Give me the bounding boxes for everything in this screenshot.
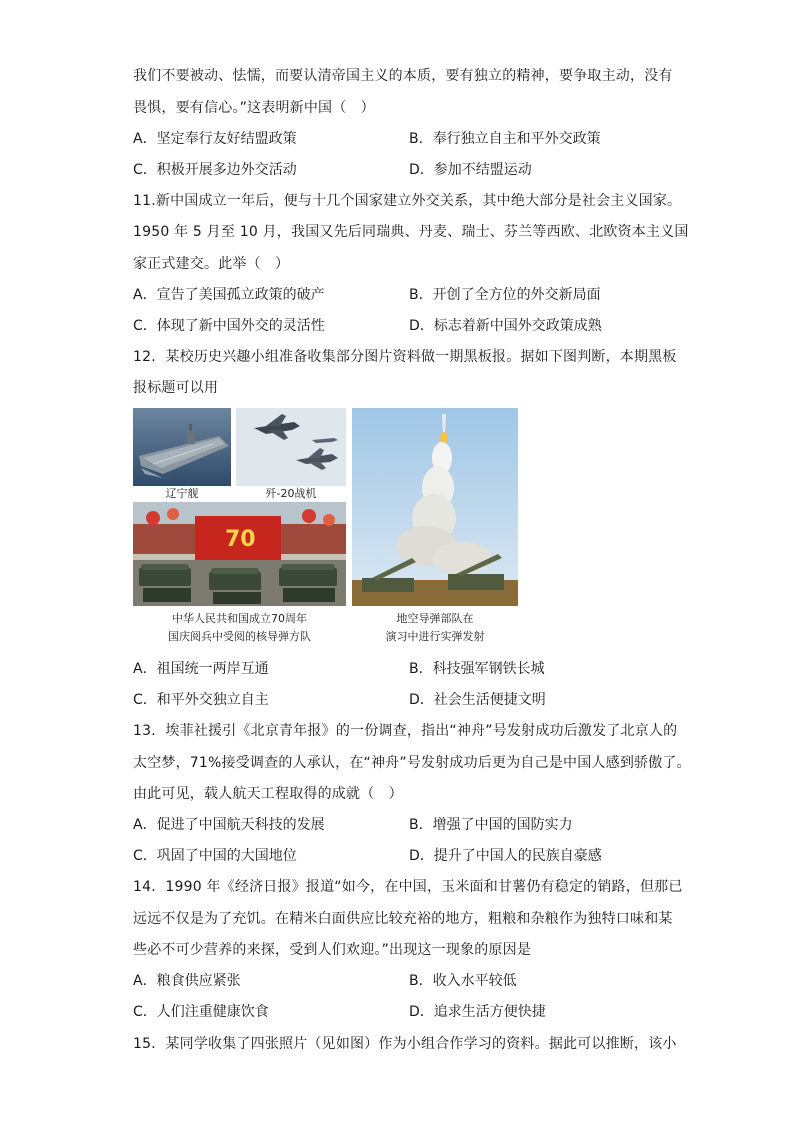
q12-option-c: C．和平外交独立自主 [133, 692, 269, 708]
q13-stem-line-2: 太空梦，71%接受调查的人承认，在“神舟”号发射成功后更为自己是中国人感到骄傲了。 [133, 755, 691, 771]
q11-stem-line-2: 1950 年 5 月至 10 月，我国又先后同瑞典、丹麦、瑞士、芬兰等西欧、北欧资本主义国 [133, 224, 689, 240]
q12-stem-line-1: 12．某校历史兴趣小组准备收集部分图片资料做一期黑板报。据如下图判断，本期黑板 [133, 349, 677, 365]
q11-stem-line-1: 11.新中国成立一年后，便与十几个国家建立外交关系，其中绝大部分是社会主义国家。 [133, 193, 682, 209]
parade-banner-text: 70 [225, 527, 256, 552]
q14-stem-line-3: 些必不可少营养的来探，受到人们欢迎。”出现这一现象的原因是 [133, 942, 532, 958]
jet-photo [236, 408, 346, 486]
q15-stem-line-1: 15．某同学收集了四张照片（见如图）作为小组合作学习的资料。据此可以推断，该小 [133, 1036, 677, 1052]
q14-option-a: A．粮食供应紧张 [133, 973, 241, 989]
q12-option-a: A．祖国统一两岸互通 [133, 661, 269, 677]
q12-photo-collage [133, 408, 521, 650]
q13-option-a: A．促进了中国航天科技的发展 [133, 817, 325, 833]
carrier-photo [133, 408, 231, 486]
q13-option-b: B．增强了中国的国防实力 [409, 817, 573, 833]
q14-stem-line-2: 远远不仅是为了充饥。在精米白面供应比较充裕的地方，粗粮和杂粮作为独特口味和某 [133, 911, 673, 927]
q10-option-a: A．坚定奉行友好结盟政策 [133, 131, 297, 147]
q13-stem-line-1: 13．埃菲社援引《北京青年报》的一份调查，指出“神舟”号发射成功后激发了北京人的 [133, 723, 678, 739]
q11-option-a: A．宣告了美国孤立政策的破产 [133, 287, 325, 303]
q14-stem-line-1: 14．1990 年《经济日报》报道“如今，在中国，玉米面和甘薯仍有稳定的销路，但那已 [133, 879, 683, 895]
q10-option-b: B．奉行独立自主和平外交政策 [409, 131, 601, 147]
q12-option-d: D．社会生活便捷文明 [409, 692, 546, 708]
parade-caption-line-1: 中华人民共和国成立70周年 [172, 612, 307, 625]
q11-stem-line-3: 家正式建交。此举（ ） [133, 256, 290, 272]
q10-stem-line-2: 畏惧，要有信心。”这表明新中国（ ） [133, 100, 375, 116]
q10-stem-line-1: 我们不要被动、怯懦，而要认清帝国主义的本质，要有独立的精神，要争取主动，没有 [133, 68, 673, 84]
q13-option-d: D．提升了中国人的民族自豪感 [409, 848, 602, 864]
missile-launch-photo [352, 408, 518, 606]
q11-option-c: C．体现了新中国外交的灵活性 [133, 318, 325, 334]
q10-option-d: D．参加不结盟运动 [409, 162, 532, 178]
q11-option-d: D．标志着新中国外交政策成熟 [409, 318, 602, 334]
q13-option-c: C．巩固了中国的大国地位 [133, 848, 297, 864]
q10-option-c: C．积极开展多边外交活动 [133, 162, 297, 178]
q12-option-b: B．科技强军钢铁长城 [409, 661, 545, 677]
q14-option-c: C．人们注重健康饮食 [133, 1004, 269, 1020]
jet-caption: 歼-20战机 [265, 487, 317, 500]
missile-caption-line-1: 地空导弹部队在 [396, 612, 474, 625]
carrier-caption: 辽宁舰 [165, 487, 199, 500]
parade-photo [133, 502, 346, 606]
q14-option-d: D．追求生活方便快捷 [409, 1004, 546, 1020]
q11-option-b: B．开创了全方位的外交新局面 [409, 287, 601, 303]
q13-stem-line-3: 由此可见，载人航天工程取得的成就（ ） [133, 786, 403, 802]
q14-option-b: B．收入水平较低 [409, 973, 517, 989]
q12-stem-line-2: 报标题可以用 [133, 380, 219, 396]
parade-caption-line-2: 国庆阅兵中受阅的核导弹方队 [168, 630, 311, 643]
missile-caption-line-2: 演习中进行实弹发射 [385, 630, 485, 643]
